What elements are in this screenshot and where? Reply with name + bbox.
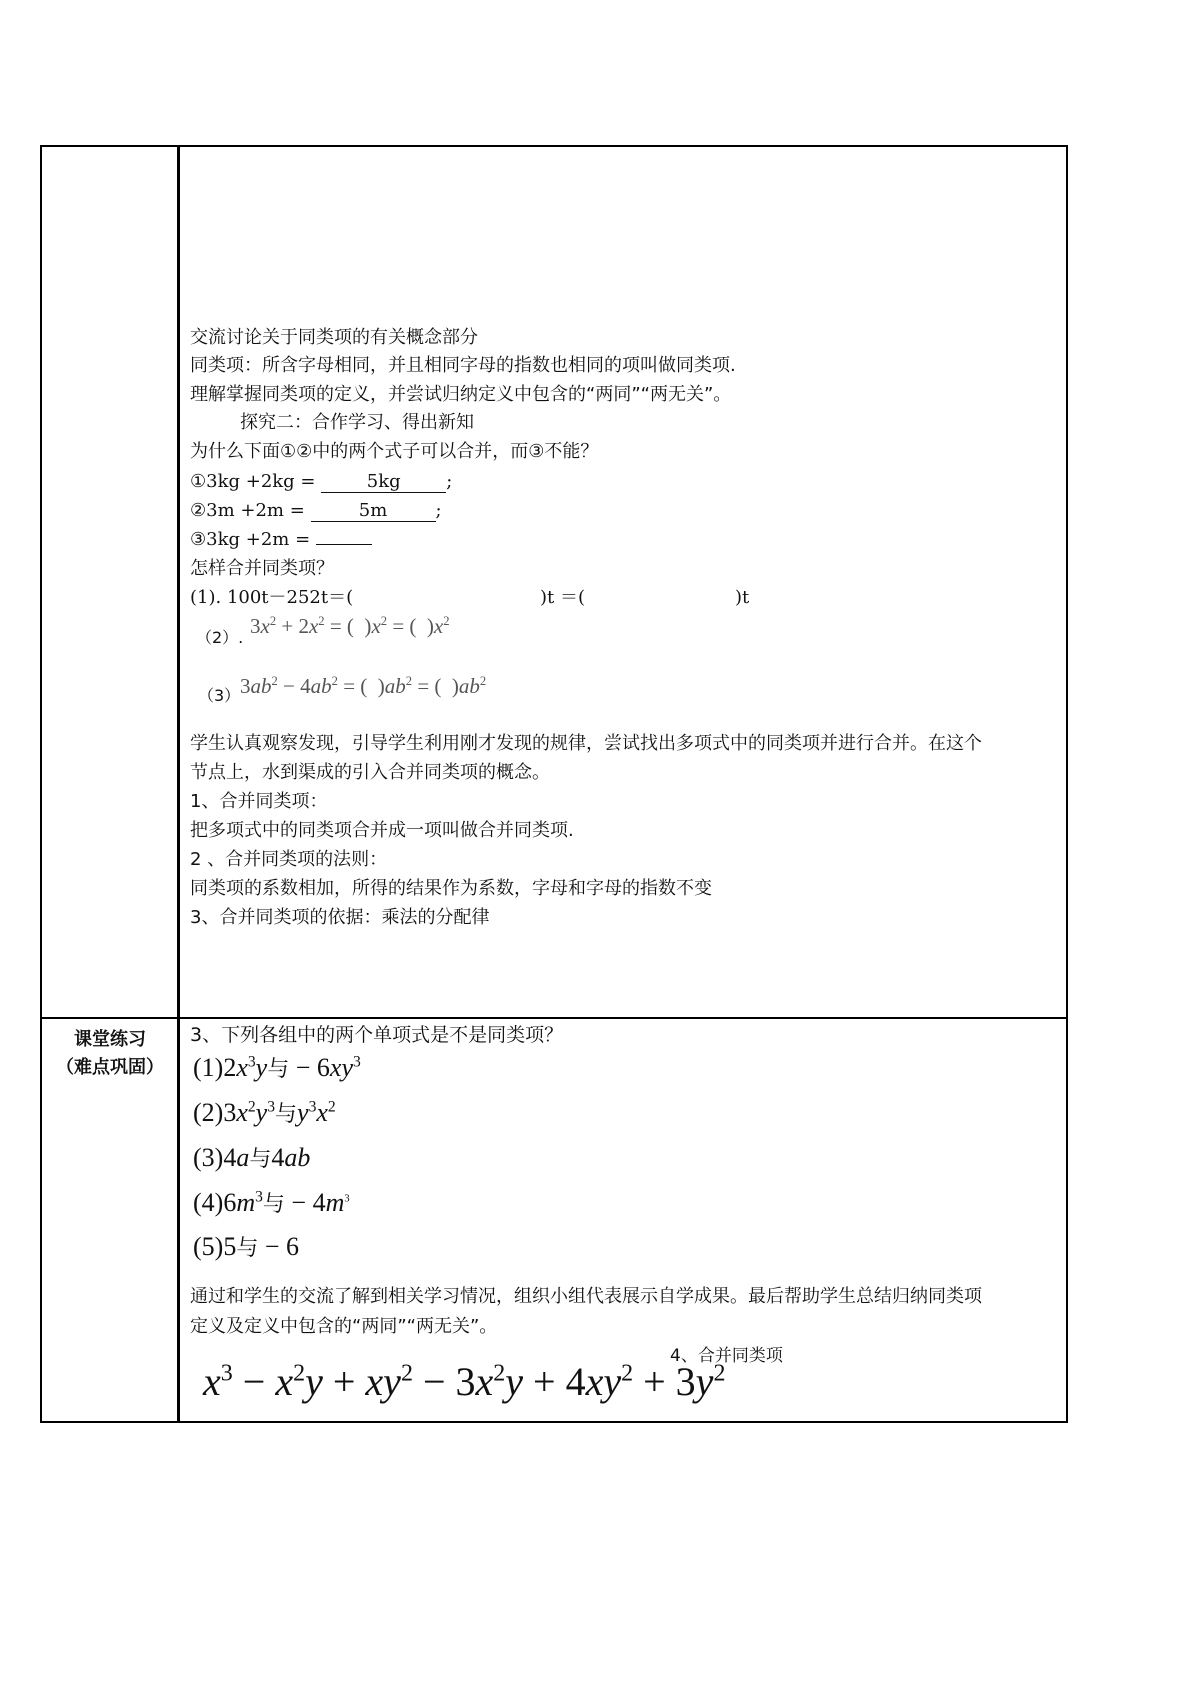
combine-question-2-formula: $3x^2 + 2x^2$ = ( )$x^2$ = ( )$x^2$ <box>250 614 450 638</box>
table-border-right <box>1066 145 1068 1423</box>
definition-summary: 理解掌握同类项的定义，并尝试归纳定义中包含的“两同”“两无关”。 <box>190 384 732 405</box>
practice-item-1: $(1)2x^3y$与 − $6xy^3$ <box>193 1053 361 1082</box>
item-2-yu: 与 <box>275 1102 298 1127</box>
table-border-bottom <box>40 1421 1068 1423</box>
q1-part-c: )t <box>735 587 750 608</box>
combine-like-terms-definition: 把多项式中的同类项合并成一项叫做合并同类项. <box>190 820 574 841</box>
item-1-label: (1) <box>193 1053 224 1082</box>
rule-heading: 2 、合并同类项的法则： <box>190 849 388 870</box>
equation-2-answer: 5m <box>311 501 436 522</box>
practice-question-title: 3、下列各组中的两个单项式是不是同类项？ <box>190 1024 564 1046</box>
equation-2 <box>190 501 442 522</box>
how-to-combine: 怎样合并同类项？ <box>190 558 334 579</box>
summary-paragraph-line1: 通过和学生的交流了解到相关学习情况，组织小组代表展示自学成果。最后帮助学生总结归纳同类项 <box>190 1286 982 1307</box>
row-divider <box>40 1017 1068 1019</box>
column-divider <box>177 145 180 1423</box>
rule-text: 同类项的系数相加，所得的结果作为系数，字母和字母的指数不变 <box>190 878 712 899</box>
item-5-label: (5) <box>193 1232 224 1261</box>
practice-item-4: $(4)6m^3$与 − $4m^3$ <box>193 1188 350 1217</box>
equation-1-end: ; <box>446 471 453 492</box>
practice-item-2: $(2)3x^2y^3$与$y^3x^2$ <box>193 1098 336 1127</box>
item-4-label: (4) <box>193 1188 224 1217</box>
table-border-top <box>40 145 1068 147</box>
discussion-heading: 交流讨论关于同类项的有关概念部分 <box>190 327 478 348</box>
basis-text: 3、合并同类项的依据：乘法的分配律 <box>190 907 490 928</box>
equation-3 <box>190 530 372 550</box>
equation-3-lhs: ③3kg +2m = <box>190 529 311 550</box>
item-2-label: (2) <box>193 1098 224 1127</box>
item-3-label: (3) <box>193 1143 224 1172</box>
equation-1-answer: 5kg <box>321 472 446 493</box>
question-why: 为什么下面①②中的两个式子可以合并，而③不能？ <box>190 441 599 462</box>
item-3-yu: 与 <box>249 1147 272 1172</box>
practice-item-3: (3)4a与4ab <box>193 1143 311 1172</box>
explore-two-heading: 探究二：合作学习、得出新知 <box>240 412 474 433</box>
equation-2-lhs: ②3m +2m = <box>190 500 305 521</box>
item-4-yu: 与 <box>262 1192 285 1217</box>
equation-1-lhs: ①3kg +2kg = <box>190 471 316 492</box>
combine-question-3-label: （3） <box>198 686 241 705</box>
practice-item-5: (5)5与 − 6 <box>193 1232 300 1261</box>
combine-like-terms-heading: 1、合并同类项： <box>190 791 328 812</box>
row-label-practice: 课堂练习 <box>74 1029 146 1050</box>
combine-polynomial: $x^3 - x^2y + xy^2 - 3x^2y + 4xy^2 + 3y^2$ <box>203 1359 726 1404</box>
combine-question-2-label: （2）. <box>196 628 244 647</box>
combine-question-3-formula: $3ab^2 - 4ab^2$ = ( )$ab^2$ = ( )$ab^2$ <box>240 674 487 698</box>
q1-part-b: )t ＝( <box>540 587 585 608</box>
observation-paragraph-line2: 节点上，水到渠成的引入合并同类项的概念。 <box>190 762 550 783</box>
item-1-yu: 与 <box>267 1057 290 1082</box>
item-5-yu: 与 <box>236 1236 259 1261</box>
combine-like-terms-task: 4、合并同类项 <box>670 1346 783 1366</box>
summary-paragraph-line2: 定义及定义中包含的“两同”“两无关”。 <box>190 1316 498 1337</box>
observation-paragraph-line1: 学生认真观察发现，引导学生利用刚才发现的规律，尝试找出多项式中的同类项并进行合并。在这个 <box>190 733 982 754</box>
like-terms-definition: 同类项：所含字母相同，并且相同字母的指数也相同的项叫做同类项. <box>190 355 736 376</box>
equation-2-end: ; <box>435 500 442 521</box>
equation-3-blank <box>316 544 372 545</box>
q1-part-a: (1). 100t－252t＝( <box>190 587 354 608</box>
row-label-difficulty: （难点巩固） <box>56 1057 164 1078</box>
table-border-left <box>40 145 42 1423</box>
equation-1 <box>190 472 452 493</box>
